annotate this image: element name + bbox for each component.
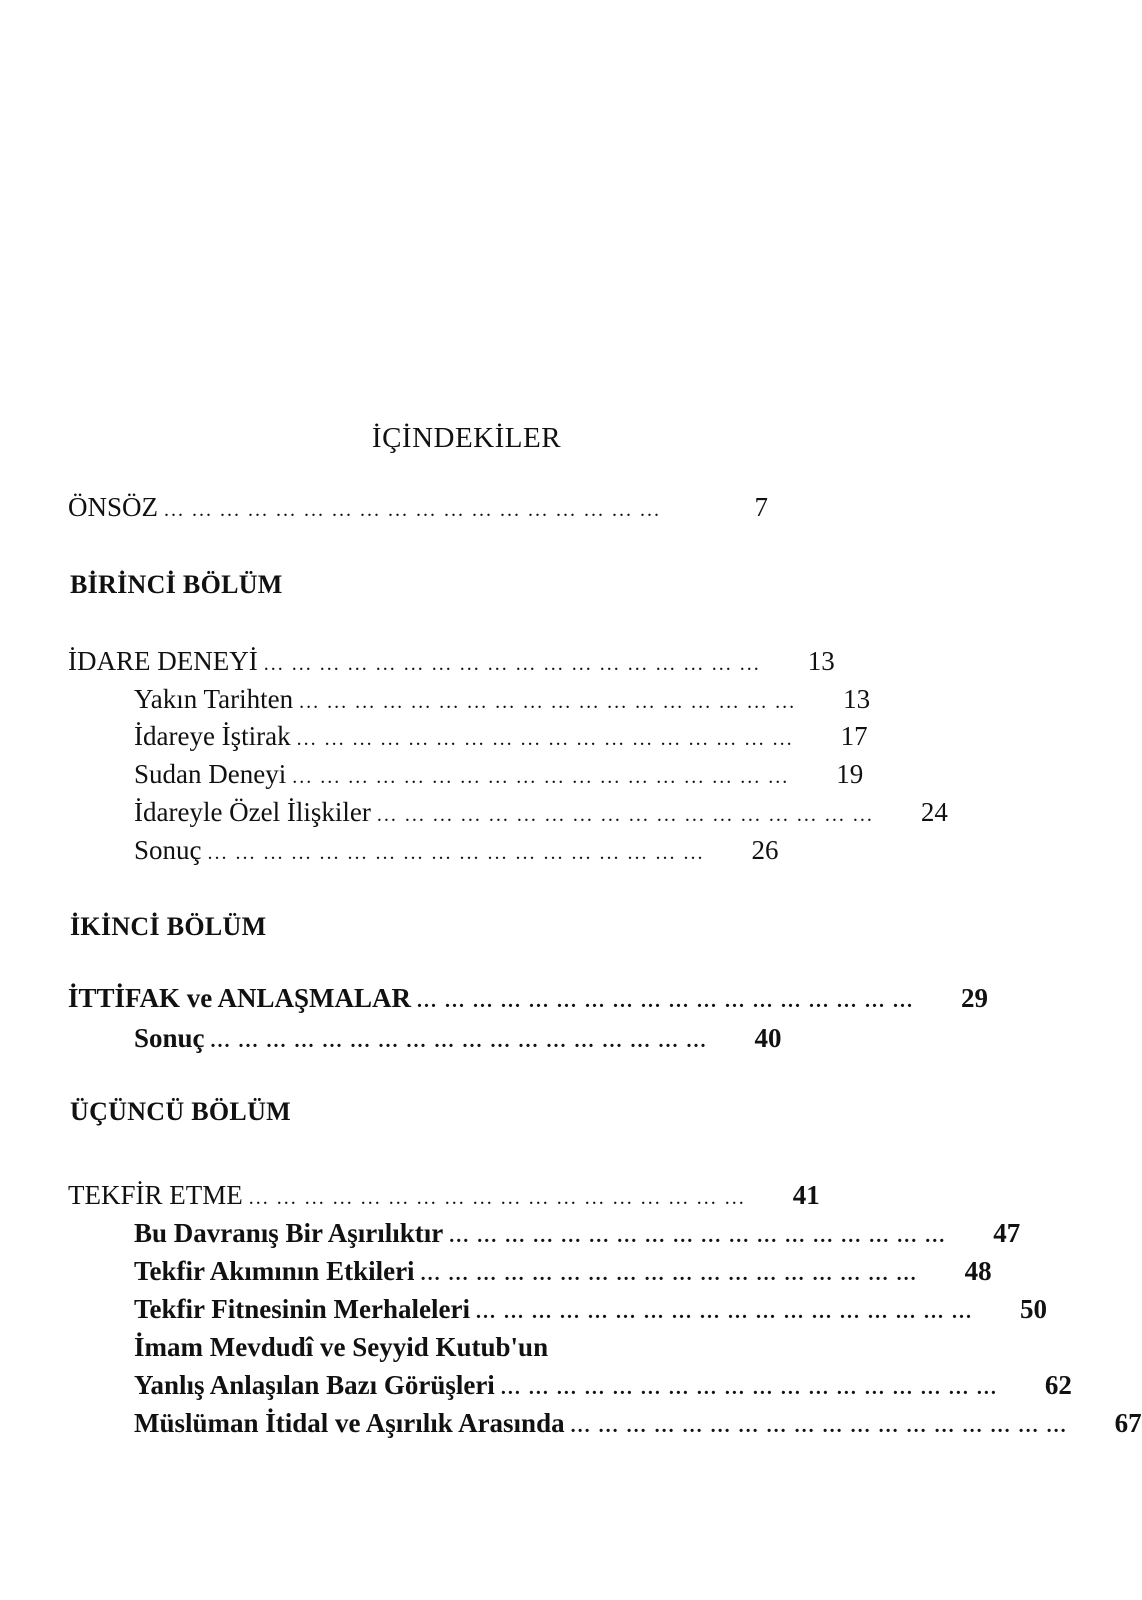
entry-label: Tekfir Akımının Etkileri <box>134 1256 415 1286</box>
entry-label: Tekfir Fitnesinin Merhaleleri <box>134 1294 470 1324</box>
entry-page-number: 50 <box>1019 1294 1047 1324</box>
leader-dots: ... ... ... ... ... ... ... ... ... ... ... ... ... ... ... ... ... ... <box>248 1187 746 1209</box>
leader-dots: ... ... ... ... ... ... ... ... ... ... ... ... ... ... ... ... ... ... <box>296 728 794 750</box>
toc-entry-subsection <box>134 835 779 871</box>
entry-page-number: 41 <box>792 1180 820 1210</box>
entry-label: Müslüman İtidal ve Aşırılık Arasında <box>134 1408 565 1438</box>
chapter-heading: BİRİNCİ BÖLÜM <box>70 570 283 599</box>
toc-entry-section <box>68 983 989 1019</box>
toc-entry-section <box>68 1180 820 1216</box>
toc-entry-subsection <box>134 1294 1047 1330</box>
toc-entry-subsection <box>134 797 948 833</box>
entry-page-number: 13 <box>807 646 835 676</box>
entry-page-number: 13 <box>843 684 871 714</box>
entry-label: İTTİFAK ve ANLAŞMALAR <box>68 983 412 1013</box>
entry-page-number: 17 <box>840 721 868 751</box>
leader-dots: ... ... ... ... ... ... ... ... ... ... ... ... ... ... ... ... ... ... <box>210 1030 708 1052</box>
leader-dots: ... ... ... ... ... ... ... ... ... ... ... ... ... ... ... ... ... ... <box>500 1377 998 1399</box>
leader-dots: ... ... ... ... ... ... ... ... ... ... ... ... ... ... ... ... ... ... <box>417 990 915 1012</box>
entry-page-number: 62 <box>1044 1370 1072 1400</box>
chapter-heading: İKİNCİ BÖLÜM <box>70 912 267 941</box>
entry-page-number: 7 <box>754 492 768 522</box>
entry-label: İDARE DENEYİ <box>68 646 258 676</box>
toc-entry-preface <box>68 492 768 528</box>
leader-dots: ... ... ... ... ... ... ... ... ... ... ... ... ... ... ... ... ... ... <box>475 1301 973 1323</box>
entry-label: İdareye İştirak <box>134 721 291 751</box>
toc-entry-subsection <box>134 721 868 757</box>
entry-label: İdareyle Özel İlişkiler <box>134 797 371 827</box>
page-title: İÇİNDEKİLER <box>371 422 562 454</box>
entry-page-number: 26 <box>751 835 779 865</box>
leader-dots: ... ... ... ... ... ... ... ... ... ... ... ... ... ... ... ... ... ... <box>299 691 797 713</box>
entry-page-number: 47 <box>993 1218 1021 1248</box>
entry-label: TEKFİR ETME <box>68 1180 243 1210</box>
chapter-heading: ÜÇÜNCÜ BÖLÜM <box>70 1097 291 1126</box>
toc-entry-subsection <box>134 1370 1072 1406</box>
leader-dots: ... ... ... ... ... ... ... ... ... ... ... ... ... ... ... ... ... ... <box>420 1263 918 1285</box>
toc-entry-section <box>68 646 835 682</box>
leader-dots: ... ... ... ... ... ... ... ... ... ... ... ... ... ... ... ... ... ... <box>376 804 874 826</box>
leader-dots: ... ... ... ... ... ... ... ... ... ... ... ... ... ... ... ... ... ... <box>263 653 761 675</box>
entry-label: ÖNSÖZ <box>68 492 159 522</box>
leader-dots: ... ... ... ... ... ... ... ... ... ... ... ... ... ... ... ... ... ... <box>570 1415 1068 1437</box>
toc-entry-subsection <box>134 1218 1021 1254</box>
entry-page-number: 29 <box>961 983 989 1013</box>
entry-page-number: 40 <box>754 1023 782 1053</box>
entry-page-number: 19 <box>836 759 864 789</box>
toc-entry-title-line: İmam Mevdudî ve Seyyid Kutub'un <box>134 1332 549 1362</box>
entry-label: Sonuç <box>134 835 202 865</box>
toc-entry-subsection <box>134 1408 1142 1444</box>
leader-dots: ... ... ... ... ... ... ... ... ... ... ... ... ... ... ... ... ... ... <box>207 842 705 864</box>
entry-label: Sonuç <box>134 1023 205 1053</box>
leader-dots: ... ... ... ... ... ... ... ... ... ... ... ... ... ... ... ... ... ... <box>164 499 662 521</box>
entry-label: Yakın Tarihten <box>134 684 294 714</box>
entry-page-number: 24 <box>920 797 948 827</box>
entry-page-number: 67 <box>1114 1408 1142 1438</box>
toc-entry-subsection <box>134 759 864 795</box>
entry-label: Yanlış Anlaşılan Bazı Görüşleri <box>134 1370 495 1400</box>
leader-dots: ... ... ... ... ... ... ... ... ... ... ... ... ... ... ... ... ... ... <box>292 766 790 788</box>
entry-label: Bu Davranış Bir Aşırılıktır <box>134 1218 444 1248</box>
toc-entry-subsection <box>134 1256 992 1292</box>
toc-entry-subsection <box>134 684 871 720</box>
entry-page-number: 48 <box>964 1256 992 1286</box>
entry-label: Sudan Deneyi <box>134 759 287 789</box>
toc-entry-subsection <box>134 1023 782 1059</box>
leader-dots: ... ... ... ... ... ... ... ... ... ... ... ... ... ... ... ... ... ... <box>449 1225 947 1247</box>
